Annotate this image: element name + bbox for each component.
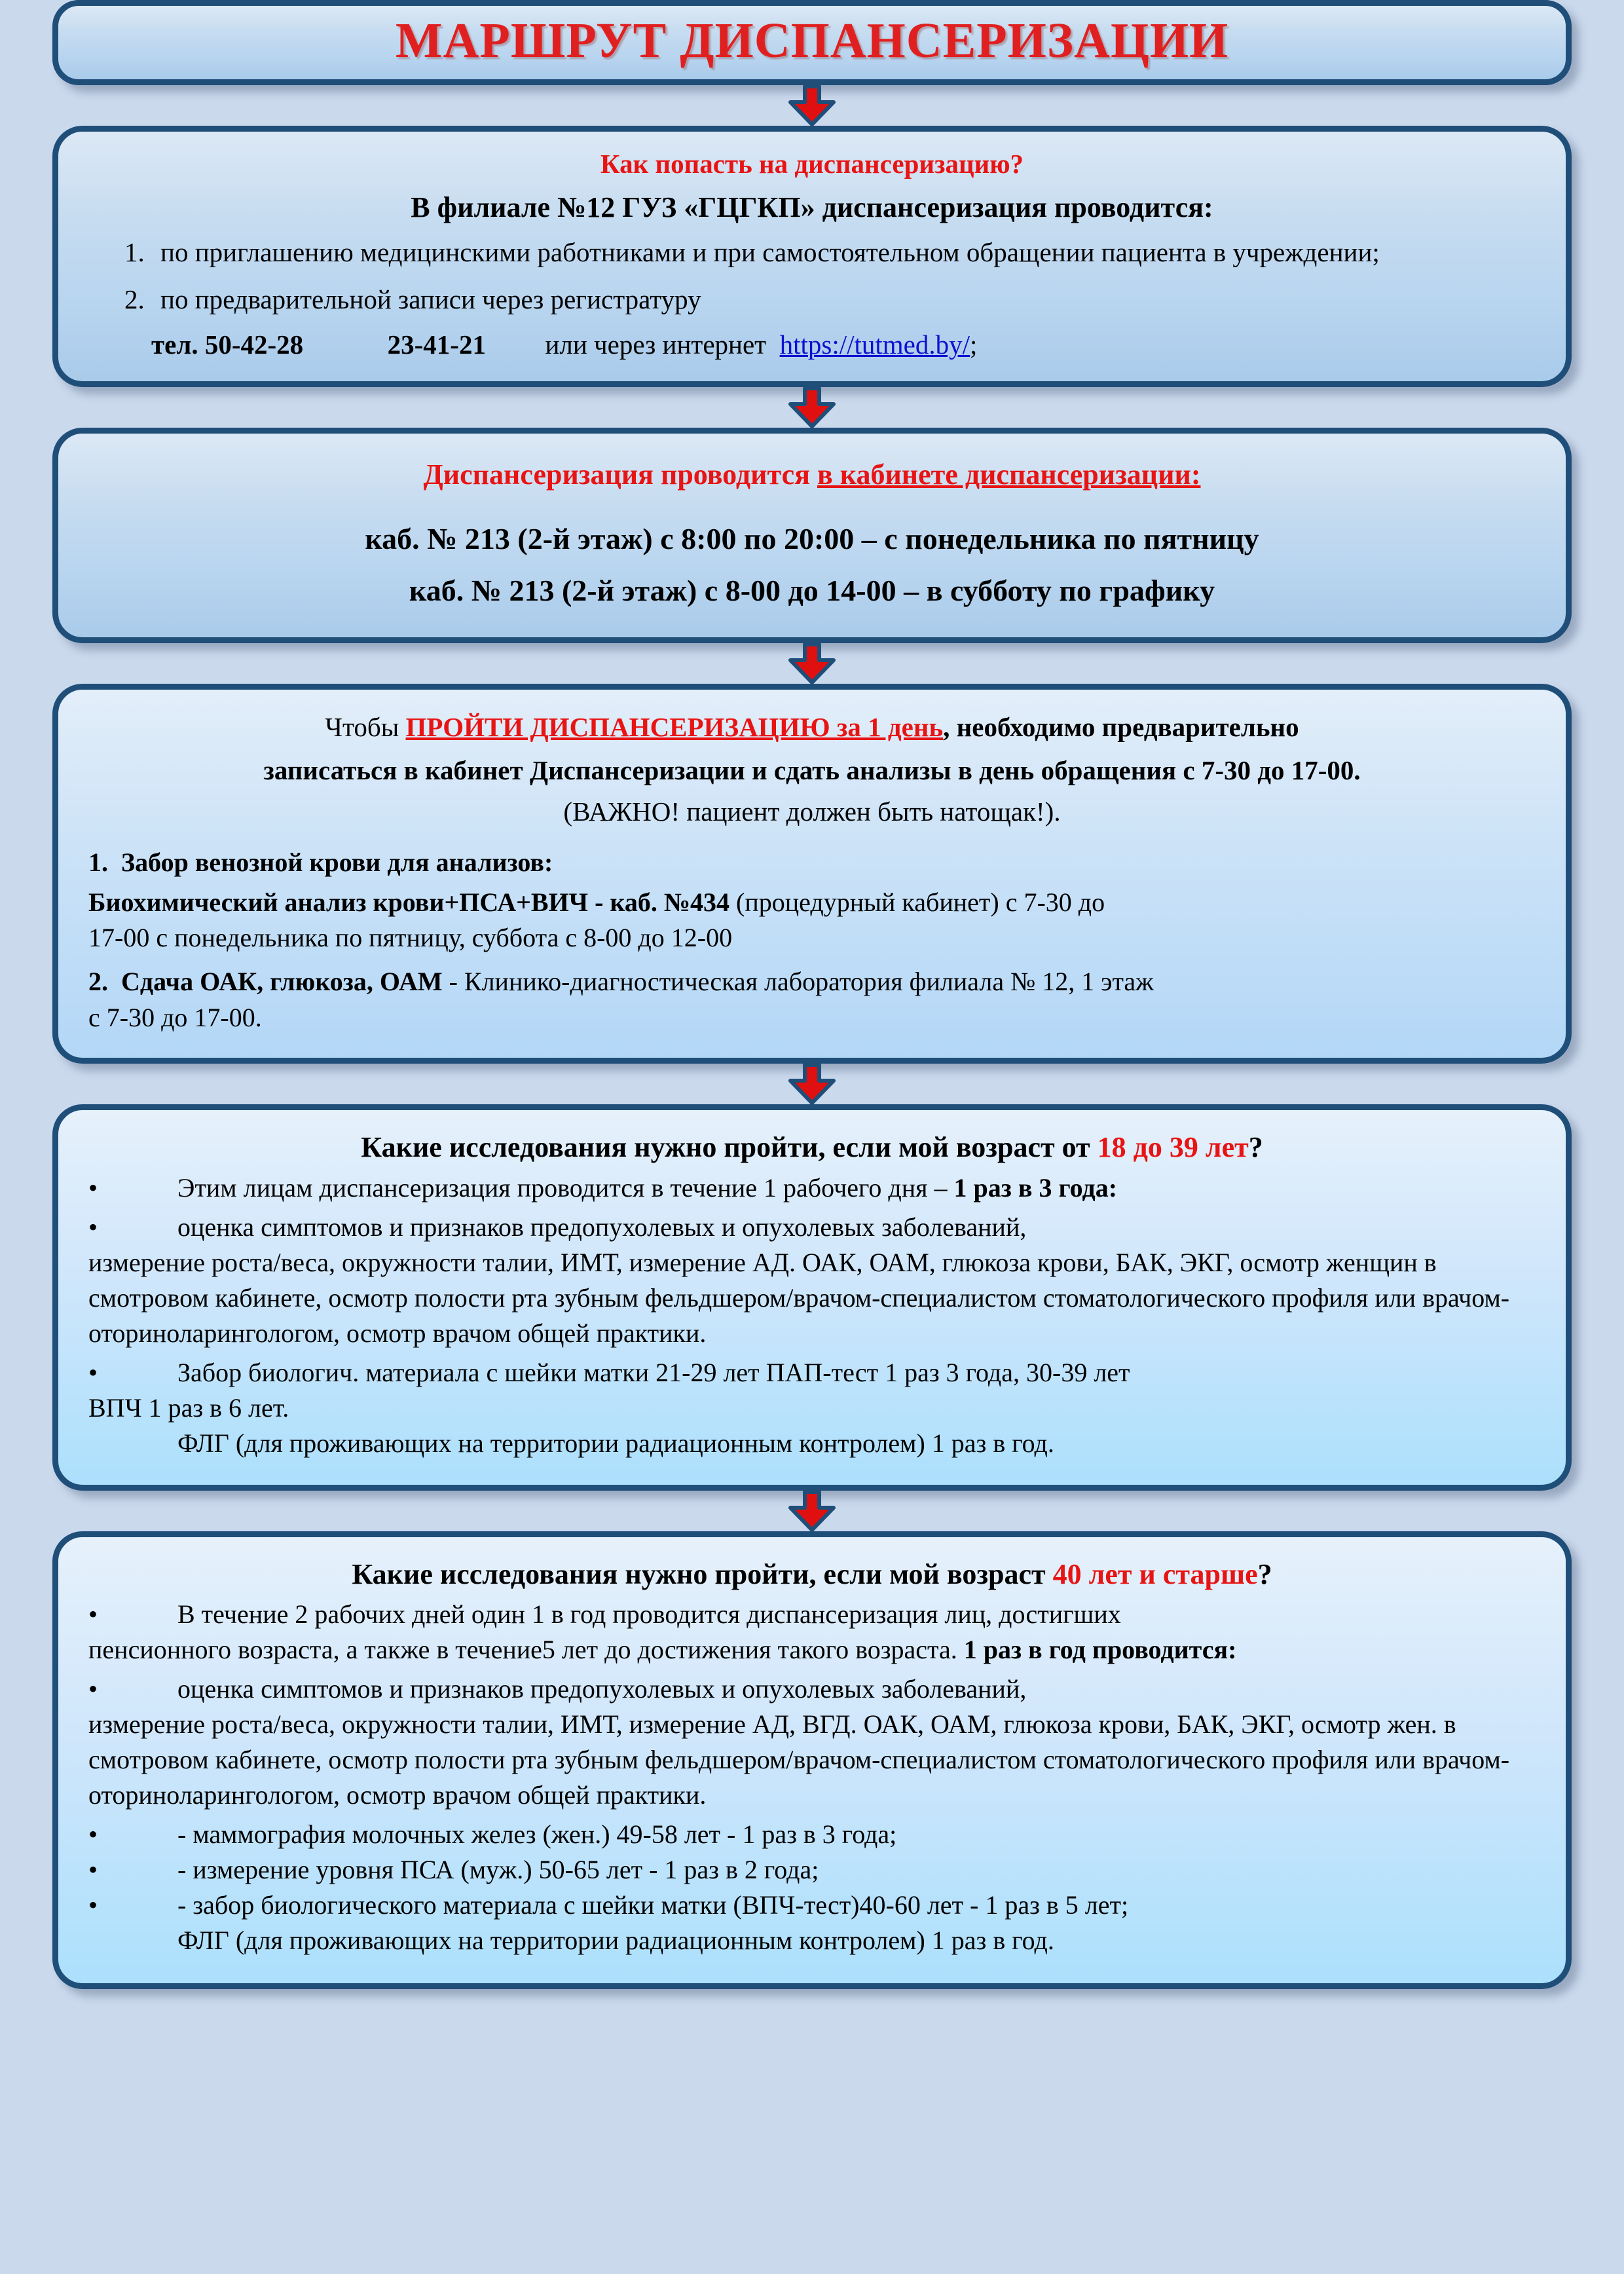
spacer — [100, 1671, 177, 1707]
spacer — [100, 1852, 177, 1888]
box4-bullet-2-cont: измерение роста/веса, окружности талии, ИМТ, измерение АД. ОАК, ОАМ, глюкоза крови, БАК, ЭКГ, осмотр женщин в смотровом кабинете, осмотр полости рта зубным фельдшером/врачом-специалистом стоматологического профиля или врачом-оториноларингологом, осмотр врачом общей практики. — [88, 1247, 1510, 1348]
box5-b1-bold: 1 раз в год проводится: — [963, 1634, 1237, 1664]
box4-heading — [88, 1128, 1536, 1166]
box4-b1-bold: 1 раз в 3 года: — [953, 1172, 1118, 1202]
box3-item2 — [88, 963, 1536, 1000]
box5-bullet-1 — [88, 1597, 1536, 1632]
box5-heading-suffix: ? — [1257, 1557, 1272, 1590]
box2-heading-plain: Диспансеризация проводится — [423, 458, 817, 491]
box4-bullet-3-cont: ВПЧ 1 раз в 6 лет. — [88, 1392, 289, 1423]
arrow-connector-5 — [0, 1491, 1624, 1531]
box2-heading — [88, 456, 1536, 493]
box-age-40-plus — [52, 1531, 1572, 1989]
down-arrow-icon — [788, 1064, 836, 1104]
box5-bullet-4-text: - измерение уровня ПСА (муж.) 50-65 лет - 1 раз в 2 года; — [177, 1854, 819, 1884]
box5-bullet-2 — [88, 1671, 1536, 1707]
box2-saturday-hours: каб. № 213 (2-й этаж) с 8-00 до 14-00 – в субботу по графику — [409, 574, 1215, 608]
spacer — [100, 1597, 177, 1632]
box1-subheading: В филиале №12 ГУЗ «ГЦГКП» диспансеризация проводится: — [411, 191, 1213, 224]
box-one-day-procedure — [52, 684, 1572, 1064]
box2-heading-underlined: в кабинете диспансеризации: — [817, 458, 1201, 491]
spacer — [100, 1170, 177, 1206]
box3-item1-title — [88, 844, 1536, 881]
box4-bullet-3 — [88, 1355, 1536, 1390]
box5-flg: ФЛГ (для проживающих на территории радиационным контролем) 1 раз в год. — [177, 1925, 1054, 1955]
arrow-connector-1 — [0, 85, 1624, 126]
phone-primary: тел. 50-42-28 — [151, 329, 304, 360]
box4-b1-text: Этим лицам диспансеризация проводится в течение 1 рабочего дня – — [177, 1172, 954, 1202]
box5-heading-prefix: Какие исследования нужно пройти, если мой возраст — [352, 1557, 1053, 1590]
spacer — [100, 1888, 177, 1923]
down-arrow-icon — [788, 1491, 836, 1531]
tutmed-link[interactable]: https://tutmed.by/ — [779, 329, 970, 360]
title-panel — [52, 0, 1572, 85]
box5-bullet-3-text: - маммография молочных желез (жен.) 49-58 лет - 1 раз в 3 года; — [177, 1819, 897, 1849]
box4-bullet-2 — [88, 1210, 1536, 1245]
box4-bullet-3-text: Забор биологич. материала с шейки матки 21-29 лет ПАП-тест 1 раз 3 года, 30-39 лет — [177, 1357, 1130, 1387]
arrow-connector-2 — [0, 387, 1624, 428]
box3-line2: записаться в кабинет Диспансеризации и сдать анализы в день обращения с 7-30 до 17-00. — [263, 755, 1361, 785]
bullet-icon: • — [88, 1890, 98, 1920]
bullet-icon: • — [88, 1212, 98, 1242]
internet-label: или через интернет — [545, 329, 767, 360]
list-item: 2. по предварительной записи через регистратуру — [151, 280, 1536, 320]
box4-bullet-2-text: оценка симптомов и признаков предопухолевых и опухолевых заболеваний, — [177, 1212, 1027, 1242]
box3-item1-rest: (процедурный кабинет) с 7-30 до — [729, 887, 1105, 918]
box5-heading-age: 40 лет и старше — [1052, 1557, 1258, 1590]
box3-item2-cont: с 7-30 до 17-00. — [88, 1003, 262, 1033]
box5-bullet-4 — [88, 1852, 1536, 1888]
down-arrow-icon — [788, 387, 836, 428]
box5-bullet-3 — [88, 1817, 1536, 1852]
link-tail: ; — [970, 329, 978, 360]
spacer — [100, 1817, 177, 1852]
box3-item2-rest: - Клинико-диагностическая лаборатория филиала № 12, 1 этаж — [442, 967, 1154, 997]
box5-bullet-2-cont: измерение роста/веса, окружности талии, ИМТ, измерение АД, ВГД. ОАК, ОАМ, глюкоза крови, БАК, ЭКГ, осмотр жен. в смотровом кабинете, осмотр полости рта зубным фельдшером/врачом-специалистом стоматологического профиля или врачом-оториноларингологом, осмотр врачом общей практики. — [88, 1709, 1510, 1810]
box4-heading-age: 18 до 39 лет — [1097, 1131, 1249, 1164]
box3-item2-bold: Сдача ОАК, глюкоза, ОАМ — [121, 967, 443, 997]
box1-list — [88, 233, 1536, 320]
box3-item1-cont: 17-00 с понедельника по пятницу, суббота с 8-00 до 12-00 — [88, 923, 733, 953]
box4-bullet-1-text — [177, 1170, 1536, 1206]
box4-bullet-1 — [88, 1170, 1536, 1206]
box3-item2-number: 2. — [88, 967, 108, 997]
box3-important: (ВАЖНО! пациент должен быть натощак!). — [563, 796, 1061, 827]
box3-lead-suffix: , необходимо предварительно — [943, 712, 1299, 743]
box-how-to-attend — [52, 126, 1572, 387]
bullet-icon: • — [88, 1357, 98, 1387]
box5-bullet-5-text: - забор биологического материала с шейки матки (ВПЧ-тест)40-60 лет - 1 раз в 5 лет; — [177, 1890, 1129, 1920]
bullet-icon: • — [88, 1854, 98, 1884]
box2-weekday-hours: каб. № 213 (2-й этаж) с 8:00 по 20:00 – с понедельника по пятницу — [365, 521, 1259, 555]
bullet-icon: • — [88, 1673, 98, 1704]
box5-bullet-5 — [88, 1888, 1536, 1923]
box4-heading-prefix: Какие исследования нужно пройти, если мой возраст от — [361, 1131, 1098, 1164]
box4-flg: ФЛГ (для проживающих на территории радиационным контролем) 1 раз в год. — [177, 1428, 1054, 1458]
box5-bullet-1-cont — [88, 1632, 1536, 1668]
box3-lead — [88, 709, 1536, 745]
spacer — [100, 1355, 177, 1390]
list-item: 1. по приглашению медицинскими работниками и при самостоятельном обращении пациента в учреждении; — [151, 233, 1536, 273]
box3-item1-label: Забор венозной крови для анализов: — [121, 848, 553, 878]
spacer — [100, 1210, 177, 1245]
box1-contacts — [88, 326, 1536, 363]
down-arrow-icon — [788, 85, 836, 126]
box3-lead-highlight: ПРОЙТИ ДИСПАНСЕРИЗАЦИЮ за 1 день — [405, 712, 944, 743]
page-title: МАРШРУТ ДИСПАНСЕРИЗАЦИИ — [395, 13, 1229, 68]
bullet-icon: • — [88, 1599, 98, 1629]
box3-lead-prefix: Чтобы — [325, 712, 406, 743]
down-arrow-icon — [788, 643, 836, 684]
phone-secondary: 23-41-21 — [387, 329, 486, 360]
box4-heading-suffix: ? — [1248, 1131, 1263, 1164]
box-cabinet-hours — [52, 428, 1572, 644]
arrow-connector-3 — [0, 643, 1624, 684]
box3-item1-bold: Биохимический анализ крови+ПСА+ВИЧ - каб. №434 — [88, 887, 730, 918]
bullet-icon: • — [88, 1172, 98, 1202]
box5-bullet-1-text: В течение 2 рабочих дней один 1 в год проводится диспансеризация лиц, достигших — [177, 1599, 1121, 1629]
box-age-18-39 — [52, 1104, 1572, 1490]
bullet-icon: • — [88, 1819, 98, 1849]
box5-b1-cont: пенсионного возраста, а также в течение5 лет до достижения такого возраста. — [88, 1634, 964, 1664]
box5-bullet-2-text: оценка симптомов и признаков предопухолевых и опухолевых заболеваний, — [177, 1673, 1027, 1704]
box3-item1-body — [88, 885, 1536, 920]
box1-heading: Как попасть на диспансеризацию? — [600, 148, 1024, 179]
box5-heading — [88, 1556, 1536, 1593]
arrow-connector-4 — [0, 1064, 1624, 1104]
box3-item1-number: 1. — [88, 848, 108, 878]
